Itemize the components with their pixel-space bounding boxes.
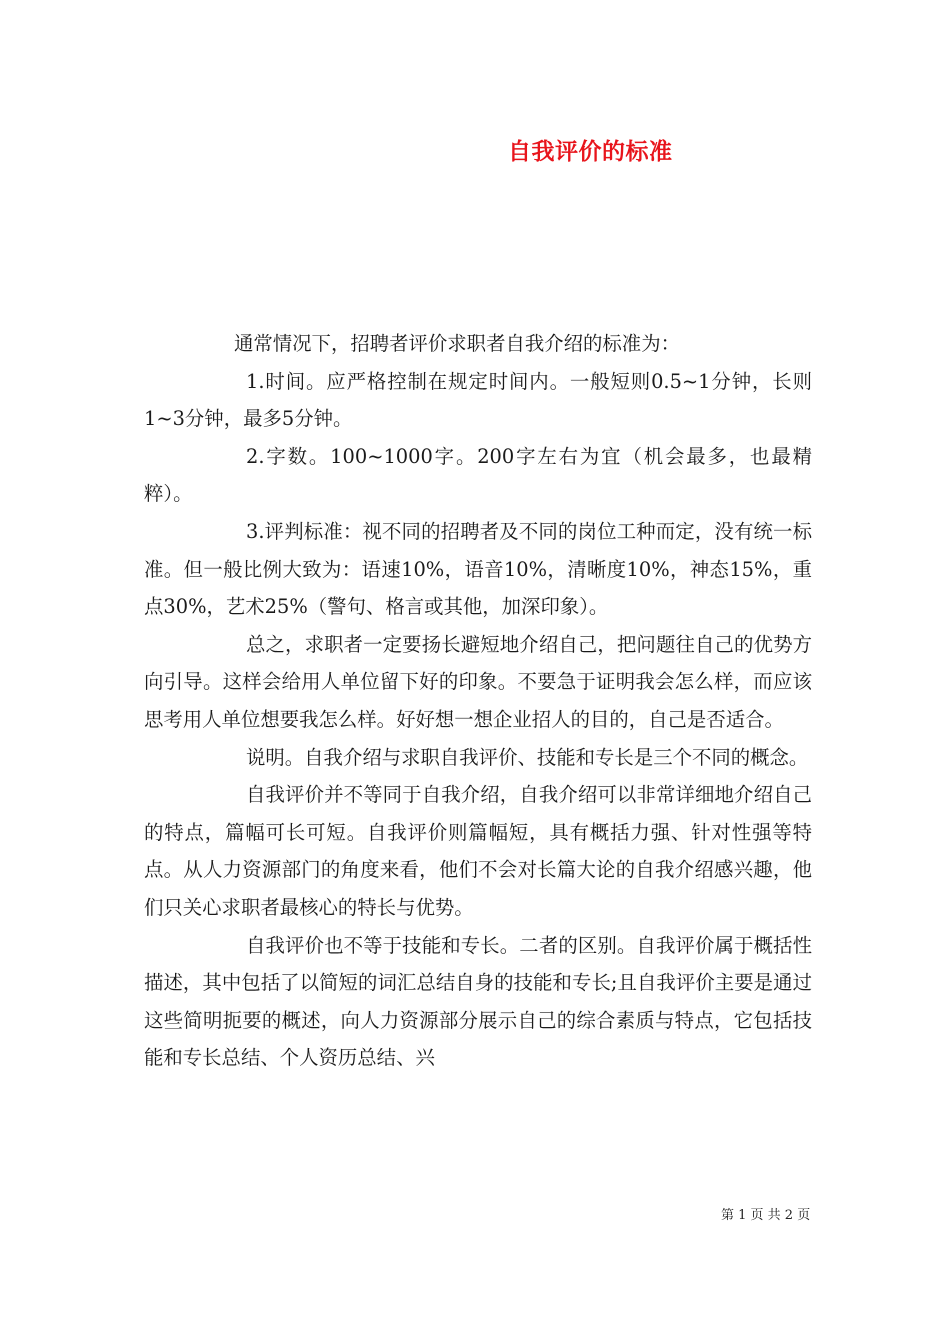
paragraph-intro: 通常情况下，招聘者评价求职者自我介绍的标准为： (234, 332, 680, 355)
paragraph-self-eval-vs-intro: 自我评价并不等同于自我介绍，自我介绍可以非常详细地介绍自己的特点，篇幅可长可短。自我评价则篇幅短，具有概括力强、针对性强等特点。从人力资源部门的角度来看，他们不会对长篇大论的自我介绍感兴趣，他们只关心求职者最核心的特长与优势。 (144, 783, 812, 919)
paragraph-criteria: 3.评判标准：视不同的招聘者及不同的岗位工种而定，没有统一标准。但一般比例大致为：语速10%，语音10%，清晰度10%，神态15%，重点30%，艺术25%（警句、格言或其他，加深印象）。 (144, 519, 812, 619)
paragraph-summary: 总之，求职者一定要扬长避短地介绍自己，把问题往自己的优势方向引导。这样会给用人单位留下好的印象。不要急于证明我会怎么样，而应该思考用人单位想要我怎么样。好好想一想企业招人的目的，自己是否适合。 (144, 632, 812, 731)
page-number-footer: 第 1 页 共 2 页 (721, 1208, 811, 1223)
paragraph-word-count: 2.字数。100~1000字。200字左右为宜（机会最多，也最精粹）。 (144, 444, 812, 506)
document-title: 自我评价的标准 (508, 139, 673, 165)
paragraph-time: 1.时间。应严格控制在规定时间内。一般短则0.5~1分钟，长则1~3分钟，最多5分钟。 (144, 369, 812, 431)
document-body (144, 325, 812, 1077)
paragraph-self-eval-vs-skills: 自我评价也不等于技能和专长。二者的区别。自我评价属于概括性描述，其中包括了以简短的词汇总结自身的技能和专长;且自我评价主要是通过这些简明扼要的概述，向人力资源部分展示自己的综合素质与特点，它包括技能和专长总结、个人资历总结、兴 (144, 933, 812, 1070)
paragraph-note: 说明。自我介绍与求职自我评价、技能和专长是三个不同的概念。 (246, 745, 809, 769)
